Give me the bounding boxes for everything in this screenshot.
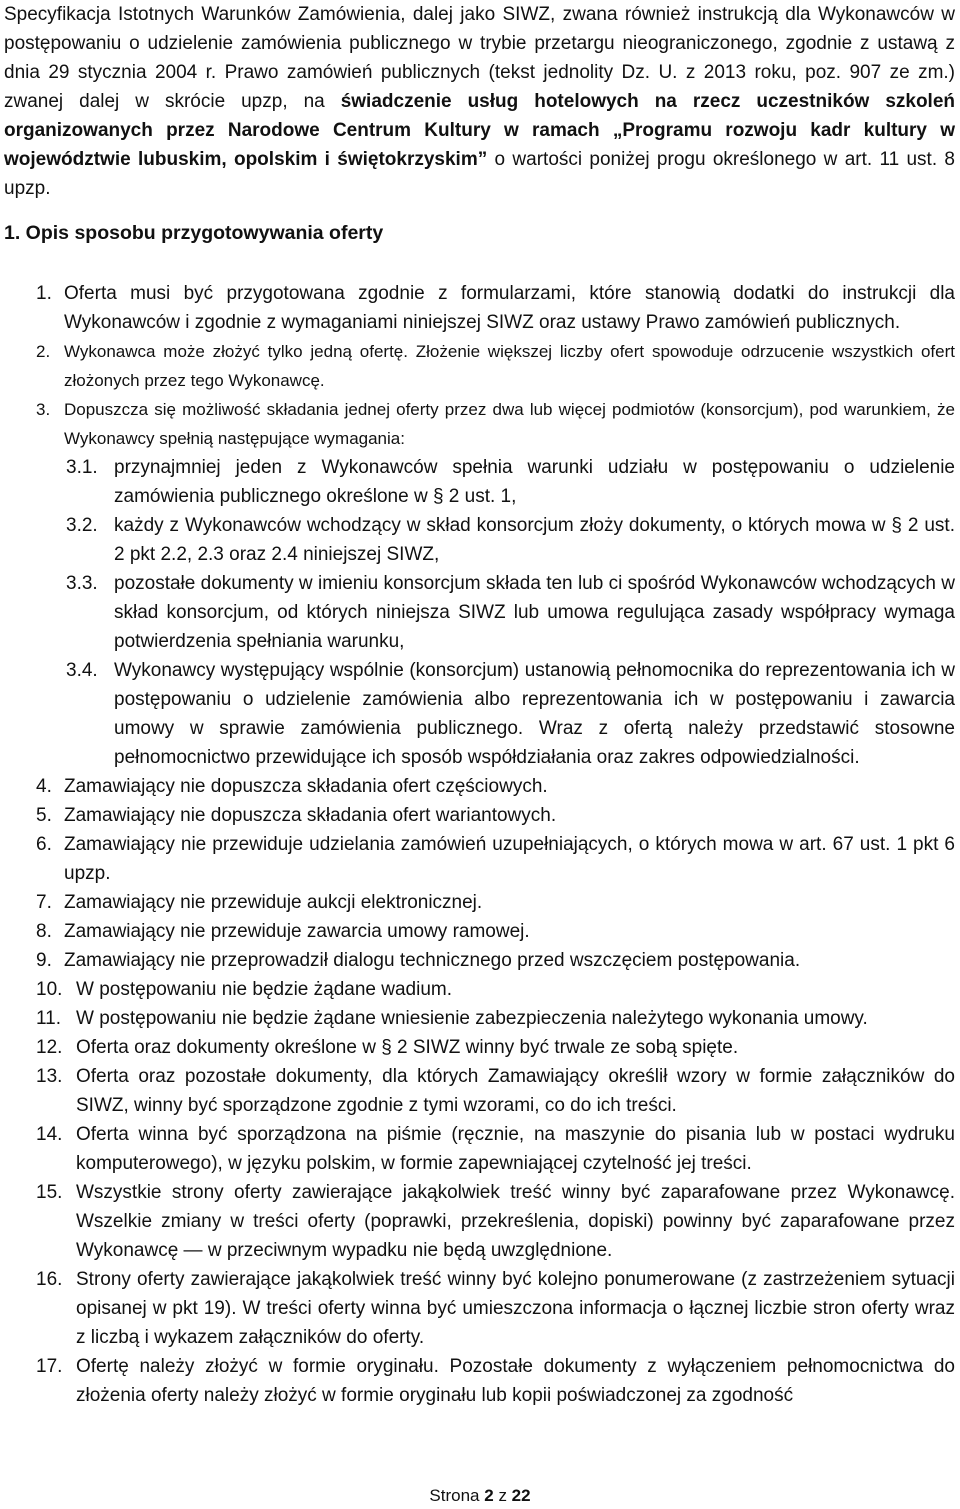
list-item	[4, 801, 955, 830]
intro-paragraph	[4, 0, 955, 203]
item-text: Wszystkie strony oferty zawierające jakąkolwiek treść winny być zaparafowane przez Wykonawcę. Wszelkie zmiany w treści oferty (poprawki, przekreślenia, dopiski) powinny być zaparafowane przez Wykonawcę — w przeciwnym wypadku nie będą uwzględnione.	[76, 1182, 955, 1261]
list-subitem	[4, 656, 955, 772]
list-item	[4, 1352, 955, 1410]
footer-label: Strona	[429, 1486, 480, 1505]
list-item	[4, 1062, 955, 1120]
item-number: 8.	[36, 921, 52, 942]
list-item	[4, 337, 955, 395]
item-text: Strony oferty zawierające jakąkolwiek treść winny być kolejno ponumerowane (z zastrzeżeniem sytuacji opisanej w pkt 19). W treści oferty winna być umieszczona informacja o łącznej liczbie stron oferty wraz z liczbą i wykazem załączników do oferty.	[76, 1269, 955, 1348]
numbered-list	[4, 279, 955, 1410]
item-number: 5.	[36, 805, 52, 826]
item-text: W postępowaniu nie będzie żądane wadium.	[76, 979, 453, 1000]
item-number: 3.2.	[66, 515, 98, 536]
footer-page-number: 2	[484, 1486, 494, 1505]
list-item	[4, 946, 955, 975]
intro-bold-subject: świadczenie usług hotelowych na rzecz uczestników szkoleń organizowanych przez Narodowe Centrum Kultury w ramach „Programu rozwoju kadr kultury w województwie lubuskim, opolskim i świętokrzyskim”	[4, 91, 956, 170]
item-text: każdy z Wykonawców wchodzący w skład konsorcjum złoży dokumenty, o których mowa w § 2 ust. 2 pkt 2.2, 2.3 oraz 2.4 niniejszej SIWZ,	[114, 515, 955, 565]
list-item	[4, 975, 955, 1004]
list-item	[4, 1120, 955, 1178]
item-number: 4.	[36, 776, 52, 797]
list-subitem	[4, 511, 955, 569]
item-number: 10.	[36, 979, 63, 1000]
item-text: W postępowaniu nie będzie żądane wniesienie zabezpieczenia należytego wykonania umowy.	[76, 1008, 868, 1029]
list-item	[4, 1004, 955, 1033]
intro-text-part1: Specyfikacja Istotnych Warunków Zamówienia, dalej jako SIWZ, zwana również instrukcją dla Wykonawców w postępowaniu o udzielenie zamówienia publicznego w trybie przetargu nieograniczonego, zgodnie z ustawą z dnia 29 stycznia 2004 r. Prawo zamówień publicznych (tekst jednolity Dz. U. z 2013 roku, poz. 907 ze zm.) zwanej dalej w skrócie upzp, na	[4, 4, 955, 112]
list-item	[4, 1178, 955, 1265]
list-item	[4, 395, 955, 453]
item-text: Oferta winna być sporządzona na piśmie (ręcznie, na maszynie do pisania lub w postaci wydruku komputerowego), w języku polskim, w formie zapewniającej czytelność jej treści.	[76, 1124, 955, 1174]
item-number: 3.4.	[66, 660, 98, 681]
footer-of: z	[498, 1486, 507, 1505]
item-number: 7.	[36, 892, 52, 913]
item-text: Oferta oraz pozostałe dokumenty, dla których Zamawiający określił wzory w formie załączników do SIWZ, winny być sporządzone zgodnie z tymi wzorami, co do ich treści.	[76, 1066, 955, 1116]
list-item	[4, 917, 955, 946]
footer-total-pages: 22	[511, 1486, 531, 1505]
item-text: Zamawiający nie przewiduje zawarcia umowy ramowej.	[64, 921, 530, 942]
item-number: 11.	[36, 1008, 62, 1029]
list-item	[4, 1265, 955, 1352]
item-text: Zamawiający nie przewiduje udzielania zamówień uzupełniających, o których mowa w art. 67 ust. 1 pkt 6 upzp.	[64, 834, 955, 884]
section-heading: 1. Opis sposobu przygotowywania oferty	[4, 222, 384, 244]
item-number: 16.	[36, 1269, 63, 1290]
item-number: 3.1.	[66, 457, 98, 478]
item-text: Zamawiający nie dopuszcza składania ofert częściowych.	[64, 776, 548, 797]
item-number: 14.	[36, 1124, 63, 1145]
item-text: Ofertę należy złożyć w formie oryginału. Pozostałe dokumenty z wyłączeniem pełnomocnictwa do złożenia oferty należy złożyć w formie oryginału lub kopii poświadczonej za zgodność	[76, 1356, 955, 1406]
item-text: Zamawiający nie przeprowadził dialogu technicznego przed wszczęciem postępowania.	[64, 950, 801, 971]
item-text: Wykonawca może złożyć tylko jedną ofertę. Złożenie większej liczby ofert spowoduje odrzucenie wszystkich ofert złożonych przez tego Wykonawcę.	[64, 342, 955, 390]
list-subitem	[4, 569, 955, 656]
list-item	[4, 1033, 955, 1062]
item-text: Zamawiający nie przewiduje aukcji elektronicznej.	[64, 892, 483, 913]
item-text: Oferta oraz dokumenty określone w § 2 SIWZ winny być trwale ze sobą spięte.	[76, 1037, 739, 1058]
item-number: 1.	[36, 283, 52, 304]
list-subitem	[4, 453, 955, 511]
item-text: Zamawiający nie dopuszcza składania ofert wariantowych.	[64, 805, 557, 826]
page-footer	[0, 1486, 960, 1506]
list-item	[4, 830, 955, 888]
item-number: 13.	[36, 1066, 63, 1087]
list-item	[4, 772, 955, 801]
item-text: Wykonawcy występujący wspólnie (konsorcjum) ustanowią pełnomocnika do reprezentowania ich w postępowaniu o udzielenie zamówienia albo reprezentowania ich w postępowaniu i zawarcia umowy w sprawie zamówienia publicznego. Wraz z ofertą należy przedstawić stosowne pełnomocnictwo przewidujące ich sposób współdziałania oraz zakres odpowiedzialności.	[114, 660, 955, 768]
item-number: 17.	[36, 1356, 63, 1377]
item-text: Oferta musi być przygotowana zgodnie z formularzami, które stanowią dodatki do instrukcji dla Wykonawców i zgodnie z wymaganiami niniejszej SIWZ oraz ustawy Prawo zamówień publicznych.	[64, 283, 955, 333]
item-text: Dopuszcza się możliwość składania jednej oferty przez dwa lub więcej podmiotów (konsorcjum), pod warunkiem, że Wykonawcy spełnią następujące wymagania:	[64, 400, 955, 448]
list-item	[4, 888, 955, 917]
intro-text-part2: o wartości poniżej progu określonego w art. 11 ust. 8 upzp.	[4, 149, 955, 199]
item-text: pozostałe dokumenty w imieniu konsorcjum składa ten lub ci spośród Wykonawców wchodzących w skład konsorcjum, od których niniejsza SIWZ lub umowa regulująca zasady współpracy wymaga potwierdzenia spełniania warunku,	[114, 573, 955, 652]
item-number: 6.	[36, 834, 52, 855]
item-number: 2.	[36, 342, 51, 361]
list-item	[4, 279, 955, 337]
item-text: przynajmniej jeden z Wykonawców spełnia warunki udziału w postępowaniu o udzielenie zamówienia publicznego określone w § 2 ust. 1,	[114, 457, 955, 507]
item-number: 3.	[36, 400, 51, 419]
item-number: 15.	[36, 1182, 63, 1203]
item-number: 9.	[36, 950, 52, 971]
item-number: 12.	[36, 1037, 63, 1058]
item-number: 3.3.	[66, 573, 98, 594]
